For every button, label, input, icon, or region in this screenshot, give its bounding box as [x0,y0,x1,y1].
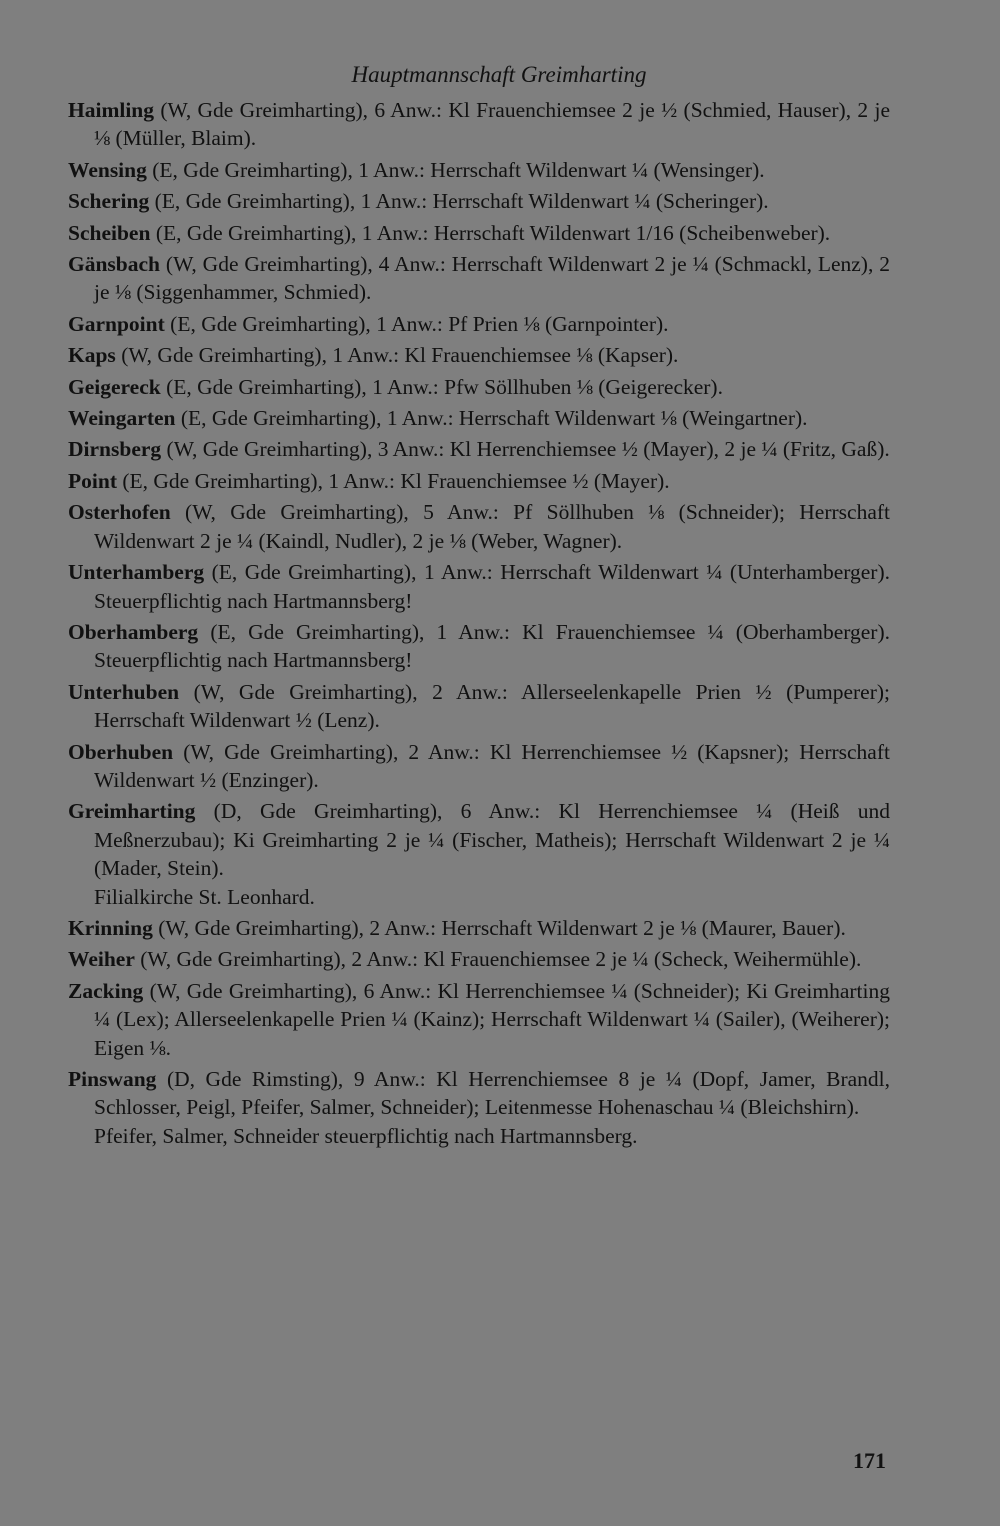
entry-dirnsberg [68,435,890,463]
entry-greimharting [68,797,890,911]
entry-text: (D, Gde Greimharting), 6 Anw.: Kl Herrenchiemsee ¼ (Heiß und Meßnerzubau); Ki Greimharting 2 je ¼ (Fischer, Matheis); Herrschaft Wildenwart 2 je ¼ (Mader, Stein). [94,799,890,881]
place-name: Zacking [68,978,144,1003]
entry-unterhuben [68,678,890,735]
entry-wensing [68,156,890,184]
place-name: Schering [68,189,150,214]
entry-text: (W, Gde Greimharting), 5 Anw.: Pf Söllhuben ⅛ (Schneider); Herrschaft Wildenwart 2 je ¼ (Kaindl, Nudler), 2 je ⅛ (Weber, Wagner). [94,500,890,553]
entry-text: (E, Gde Greimharting), 1 Anw.: Kl Frauenchiemsee ¼ (Oberhamberger). Steuerpflichtig nach Hartmannsberg! [94,619,890,673]
entry-text: (W, Gde Greimharting), 2 Anw.: Allerseelenkapelle Prien ½ (Pumperer); Herrschaft Wildenwart ½ (Lenz). [94,679,890,733]
place-name: Unterhuben [68,679,180,704]
entry-text: (E, Gde Greimharting), 1 Anw.: Herrschaft Wildenwart ¼ (Unterhamberger). Steuerpflichtig nach Hartmannsberg! [94,560,890,613]
place-name: Oberhuben [68,739,174,764]
entry-garnpoint [68,310,890,338]
entry-text: (W, Gde Greimharting), 4 Anw.: Herrschaft Wildenwart 2 je ¼ (Schmackl, Lenz), 2 je ⅛ (Siggenhammer, Schmied). [94,252,890,305]
entry-note: Pfeifer, Salmer, Schneider steuerpflichtig nach Hartmannsberg. [94,1123,638,1148]
entry-geigereck [68,373,890,401]
entry-point [68,467,890,495]
place-name: Gänsbach [68,252,161,277]
entry-text: (W, Gde Greimharting), 6 Anw.: Kl Herrenchiemsee ¼ (Schneider); Ki Greimharting ¼ (Lex); Allerseelenkapelle Prien ¼ (Kainz); Herrschaft Wildenwart ¼ (Sailer), (Weiherer); Eigen ⅛. [94,978,890,1060]
entry-oberhuben [68,738,890,795]
entry-kaps [68,341,890,369]
entry-text: (E, Gde Greimharting), 1 Anw.: Herrschaft Wildenwart ¼ (Wensinger). [146,157,765,182]
place-name: Krinning [68,915,153,940]
entry-text: (D, Gde Rimsting), 9 Anw.: Kl Herrenchiemsee 8 je ¼ (Dopf, Jamer, Brandl, Schlosser, Peigl, Pfeifer, Salmer, Schneider); Leitenmesse Hohenaschau ¼ (Bleichshirn). [94,1067,890,1120]
entry-note: Filialkirche St. Leonhard. [94,884,315,909]
place-name: Weingarten [68,406,176,431]
entry-text: (E, Gde Greimharting), 1 Anw.: Herrschaft Wildenwart 1/16 (Scheibenweber). [150,220,831,245]
place-name: Geigereck [68,374,161,399]
place-name: Pinswang [68,1067,157,1091]
place-name: Wensing [68,157,147,182]
entry-text: (E, Gde Greimharting), 1 Anw.: Pfw Söllhuben ⅛ (Geigerecker). [160,374,723,399]
entry-text: (E, Gde Greimharting), 1 Anw.: Kl Frauenchiemsee ½ (Mayer). [116,468,670,493]
entry-weiher [68,945,890,973]
entry-text: (E, Gde Greimharting), 1 Anw.: Herrschaft Wildenwart ⅛ (Weingartner). [175,406,808,431]
running-head: Hauptmannschaft Greimharting [351,62,647,87]
place-name: Weiher [68,947,135,972]
entry-text: (W, Gde Greimharting), 2 Anw.: Kl Frauenchiemsee 2 je ¼ (Scheck, Weihermühle). [134,947,862,972]
book-page [68,60,890,1153]
page-number: 171 [853,1448,886,1473]
entry-zacking [68,977,890,1062]
entry-schering [68,187,890,215]
entry-pinswang [68,1065,890,1150]
entry-scheiben [68,219,890,247]
entry-osterhofen [68,498,890,555]
entry-text: (E, Gde Greimharting), 1 Anw.: Herrschaft Wildenwart ¼ (Scheringer). [149,189,769,214]
entry-text: (E, Gde Greimharting), 1 Anw.: Pf Prien ⅛ (Garnpointer). [164,311,669,336]
entry-krinning [68,914,890,942]
place-name: Haimling [68,98,155,122]
entry-unterhamberg [68,558,890,615]
place-name: Greimharting [68,799,196,824]
place-name: Dirnsberg [68,437,162,462]
entry-text: (W, Gde Greimharting), 6 Anw.: Kl Frauenchiemsee 2 je ½ (Schmied, Hauser), 2 je ⅛ (Müller, Blaim). [94,98,890,151]
place-name: Kaps [68,343,116,368]
place-name: Osterhofen [68,500,171,525]
place-name: Point [68,468,117,493]
place-name: Unterhamberg [68,560,205,585]
place-name: Oberhamberg [68,619,199,644]
entry-haimling [68,96,890,153]
entry-text: (W, Gde Greimharting), 3 Anw.: Kl Herrenchiemsee ½ (Mayer), 2 je ¼ (Fritz, Gaß). [161,437,890,462]
entry-text: (W, Gde Greimharting), 2 Anw.: Kl Herrenchiemsee ½ (Kapsner); Herrschaft Wildenwart ½ (Enzinger). [94,739,890,792]
entry-gaensbach [68,250,890,307]
entry-weingarten [68,404,890,432]
place-name: Scheiben [68,220,151,245]
entry-text: (W, Gde Greimharting), 2 Anw.: Herrschaft Wildenwart 2 je ⅛ (Maurer, Bauer). [152,915,846,940]
entry-text: (W, Gde Greimharting), 1 Anw.: Kl Frauenchiemsee ⅛ (Kapser). [115,343,679,368]
entry-oberhamberg [68,618,890,675]
place-name: Garnpoint [68,311,165,336]
